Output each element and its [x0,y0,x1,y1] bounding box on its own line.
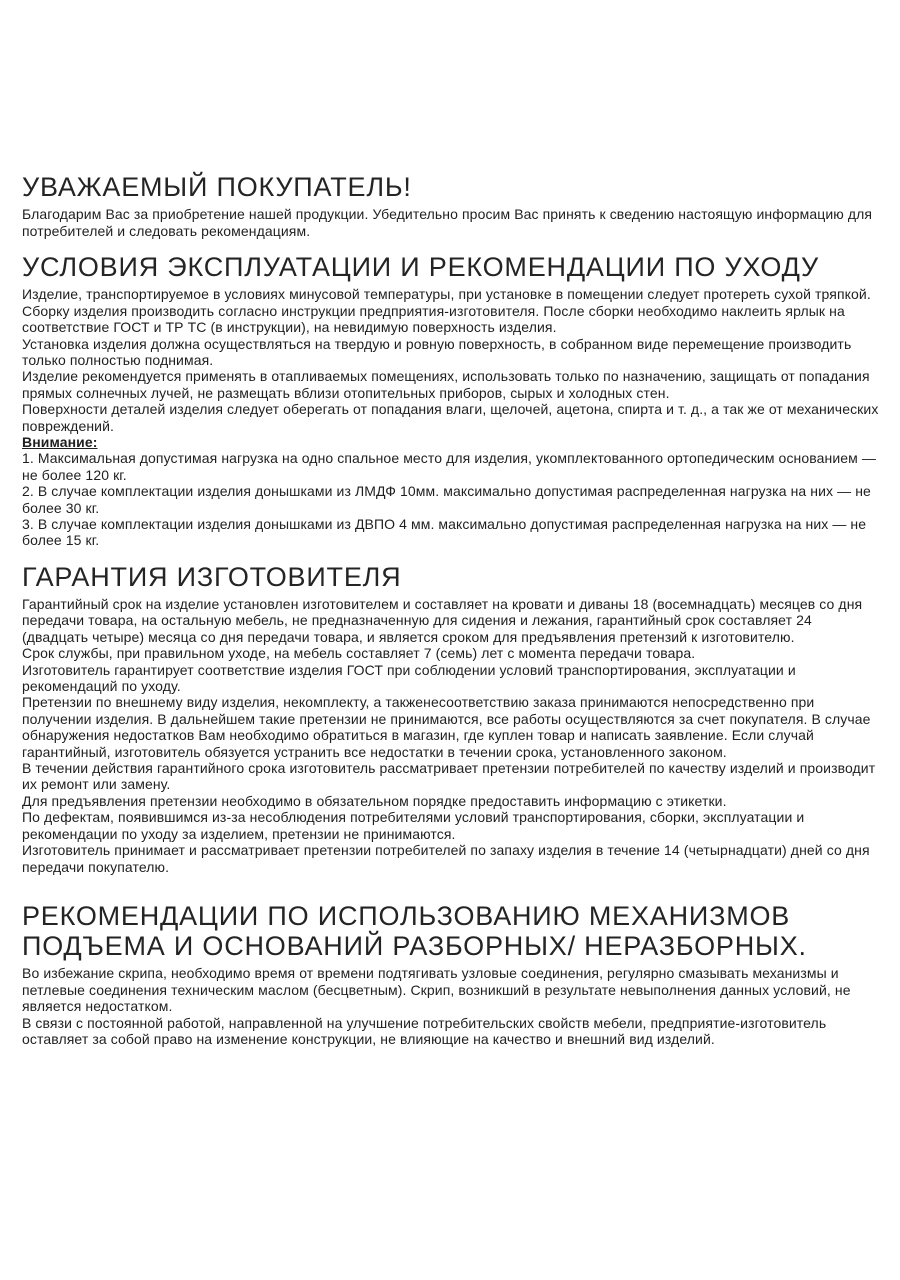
attention-item: 3. В случае комплектации изделия донышками из ДВПО 4 мм. максимально допустимая распределенная нагрузка на них — не более 15 кг. [22,515,867,549]
paragraph: Благодарим Вас за приобретение нашей продукции. Убедительно просим Вас принять к сведению настоящую информацию для потребителей и следовать рекомендациям. [22,206,873,239]
paragraph: Срок службы, при правильном уходе, на мебель составляет 7 (семь) лет с момента передачи товара. [22,645,696,662]
paragraph: По дефектам, появившимся из-за несоблюдения потребителями условий транспортирования, сборки, эксплуатации и рекомендации по уходу за изделием, претензии не принимаются. [22,809,805,842]
paragraph: Установка изделия должна осуществляться на твердую и ровную поверхность, в собранном виде перемещение производить только полностью поднимая. [22,335,852,368]
attention-label: Внимание: [22,433,98,450]
paragraph: Изготовитель принимает и рассматривает претензии потребителей по запаху изделия в течение 14 (четырнадцати) дней со дня передачи покупателю. [22,842,870,875]
section-body [22,596,880,875]
attention-item: 1. Максимальная допустимая нагрузка на одно спальное место для изделия, укомплектованного ортопедическим основанием — не более 120 кг. [22,450,876,483]
section-body [22,206,880,239]
section-body [22,286,880,549]
paragraph: Изделие рекомендуется применять в отапливаемых помещениях, использовать только по назначению, защищать от попадания прямых солнечных лучей, не размещать вблизи отопительных приборов, сырых и холодных стен. [22,368,870,401]
section-usage-conditions [22,252,880,549]
section-mechanism-recommendations [22,901,880,1048]
attention-item: 2. В случае комплектации изделия донышками из ЛМДФ 10мм. максимально допустимая распределенная нагрузка на них — не более 30 кг. [22,483,871,516]
paragraph: Изделие, транспортируемое в условиях минусовой температуры, при установке в помещении следует протереть сухой тряпкой. [22,286,871,303]
paragraph: Гарантийный срок на изделие установлен изготовителем и составляет на кровати и диваны 18 (восемнадцать) месяцев со дня передачи товара, на остальную мебель, не предназначенную для сидения и лежания, гарантийный срок составляет 24 (двадцать четыре) месяца со дня передачи товара, и является сроком для предъявления претензий к изготовителю. [22,596,863,645]
section-heading-usage-conditions: УСЛОВИЯ ЭКСПЛУАТАЦИИ И РЕКОМЕНДАЦИИ ПО УХОДУ [22,252,819,283]
paragraph: Сборку изделия производить согласно инструкции предприятия-изготовителя. После сборки необходимо наклеить ярлык на соответствие ГОСТ и ТР ТС (в инструкции), на невидимую поверхность изделия. [22,302,845,336]
paragraph: Для предъявления претензии необходимо в обязательном порядке предоставить информацию с этикетки. [22,792,727,809]
section-heading-manufacturer-warranty: ГАРАНТИЯ ИЗГОТОВИТЕЛЯ [22,561,402,592]
paragraph: В связи с постоянной работой, направленной на улучшение потребительских свойств мебели, предприятие-изготовитель оставляет за собой право на изменение конструкции, не влияющие на качество и внешний вид изделий. [22,1014,827,1048]
section-body [22,965,880,1047]
paragraph: Во избежание скрипа, необходимо время от времени подтягивать узловые соединения, регулярно смазывать механизмы и петлевые соединения техническим маслом (бесцветным). Скрип, возникший в результате невыполнения данных условий, не является недостатком. [22,965,851,1015]
attention-heading [22,434,880,450]
paragraph: В течении действия гарантийного срока изготовитель рассматривает претензии потребителей по качеству изделий и производит их ремонт или замену. [22,760,876,793]
paragraph: Претензии по внешнему виду изделия, некомплекту, а такженесоответствию заказа принимаются непосредственно при получении изделия. В дальнейшем такие претензии не принимаются, все работы осуществляются за счет покупателя. В случае обнаружения недостатков Вам необходимо обратиться в магазин, где куплен товар и написать заявление. Если случай гарантийный, изготовитель обязуется устранить все недостатки в течении срока, установленного законом. [22,694,871,760]
paragraph: Изготовитель гарантирует соответствие изделия ГОСТ при соблюдении условий транспортирования, эксплуатации и рекомендаций по уходу. [22,661,796,695]
section-manufacturer-warranty [22,562,880,875]
section-heading-mechanism-recommendations: РЕКОМЕНДАЦИИ ПО ИСПОЛЬЗОВАНИЮ МЕХАНИЗМОВ ПОДЪЕМА И ОСНОВАНИЙ РАЗБОРНЫХ/ НЕРАЗБОРНЫХ. [22,900,807,962]
section-heading-dear-customer: УВАЖАЕМЫЙ ПОКУПАТЕЛЬ! [22,172,412,202]
section-dear-customer [22,172,880,239]
paragraph: Поверхности деталей изделия следует оберегать от попадания влаги, щелочей, ацетона, спирта и т. д., а так же от механических повреждений. [22,401,879,434]
